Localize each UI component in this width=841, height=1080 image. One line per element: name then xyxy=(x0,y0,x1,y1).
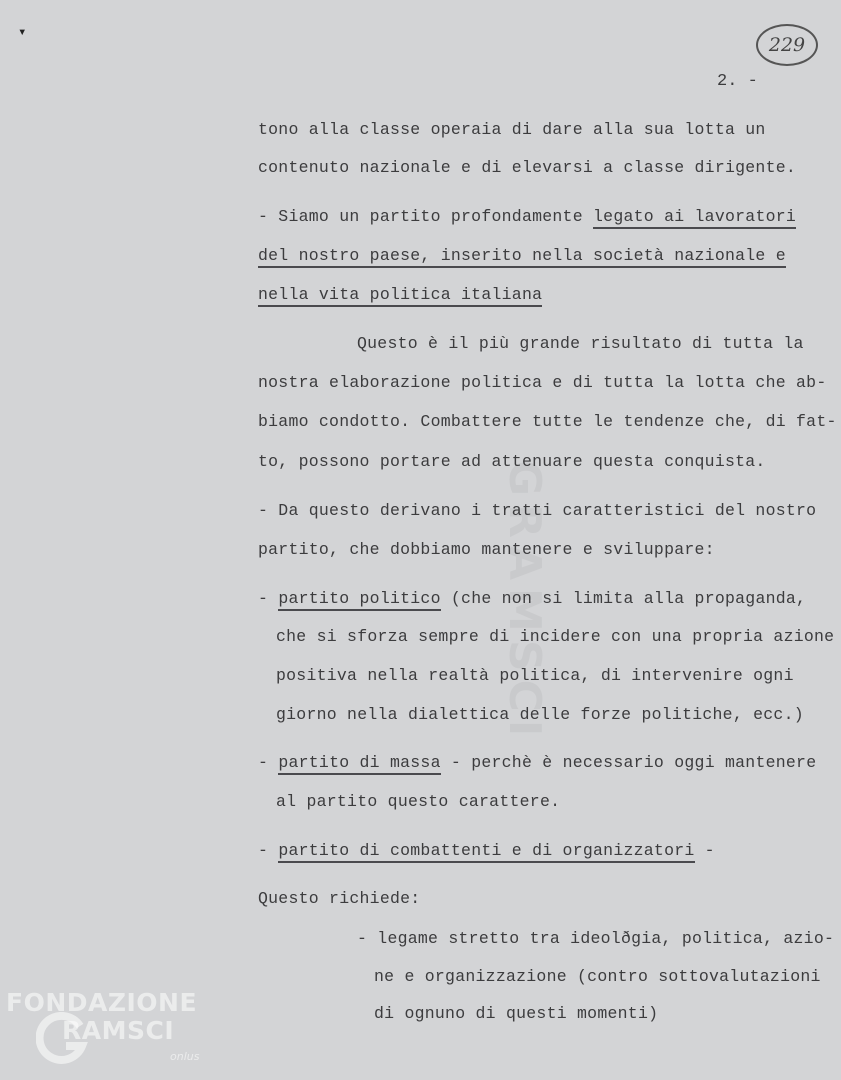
text-line: nostra elaborazione politica e di tutta la lotta che ab- xyxy=(258,373,827,392)
text-segment: - xyxy=(258,753,279,772)
text-line: al partito questo carattere. xyxy=(276,792,561,811)
archive-number: 229 xyxy=(756,24,818,66)
underlined-text: partito di massa xyxy=(278,753,440,775)
text-line: - Da questo derivano i tratti caratteristici del nostro xyxy=(258,501,817,520)
text-line: partito, che dobbiamo mantenere e sviluppare: xyxy=(258,540,715,559)
text-line: di ognuno di questi momenti) xyxy=(374,1004,659,1023)
underlined-text: partito politico xyxy=(278,589,440,611)
text-line xyxy=(258,285,542,305)
ink-mark: ▾ xyxy=(18,25,27,41)
watermark-sub: onlus xyxy=(170,1050,200,1063)
text-line: positiva nella realtà politica, di intervenire ogni xyxy=(276,666,794,685)
text-segment: (che non si limita alla propaganda, xyxy=(440,589,807,608)
text-line: biamo condotto. Combattere tutte le tendenze che, di fat- xyxy=(258,412,837,431)
watermark-line2: RAMSCI xyxy=(62,1016,175,1045)
text-segment: - perchè è necessario oggi mantenere xyxy=(440,753,817,772)
text-segment: - xyxy=(258,841,279,860)
text-segment: - xyxy=(258,589,279,608)
watermark-logo xyxy=(0,988,230,1078)
text-line: Questo richiede: xyxy=(258,889,421,908)
underlined-text: partito di combattenti e di organizzatori xyxy=(278,841,694,863)
text-line xyxy=(258,841,715,861)
text-line xyxy=(258,207,796,227)
text-line: giorno nella dialettica delle forze politiche, ecc.) xyxy=(276,705,804,724)
watermark-line1: FONDAZIONE xyxy=(6,988,198,1017)
page-number: 2. - xyxy=(717,72,758,91)
text-line: Questo è il più grande risultato di tutta la xyxy=(357,334,804,353)
text-line xyxy=(258,753,816,773)
text-line: contenuto nazionale e di elevarsi a classe dirigente. xyxy=(258,158,797,177)
text-line xyxy=(258,246,786,266)
text-segment: - Siamo un partito profondamente xyxy=(258,207,594,226)
underlined-text: legato ai lavoratori xyxy=(593,207,796,229)
text-line: che si sforza sempre di incidere con una propria azione xyxy=(276,627,835,646)
underlined-text: del nostro paese, inserito nella società nazionale e xyxy=(258,246,786,268)
underlined-text: nella vita politica italiana xyxy=(258,285,542,307)
text-line xyxy=(258,589,806,609)
text-line: - legame stretto tra ideolðgia, politica, azio- xyxy=(357,929,835,948)
text-line: ne e organizzazione (contro sottovalutazioni xyxy=(374,967,821,986)
text-line: tono alla classe operaia di dare alla sua lotta un xyxy=(258,120,766,139)
text-line: to, possono portare ad attenuare questa conquista. xyxy=(258,452,766,471)
text-segment: - xyxy=(694,841,715,860)
